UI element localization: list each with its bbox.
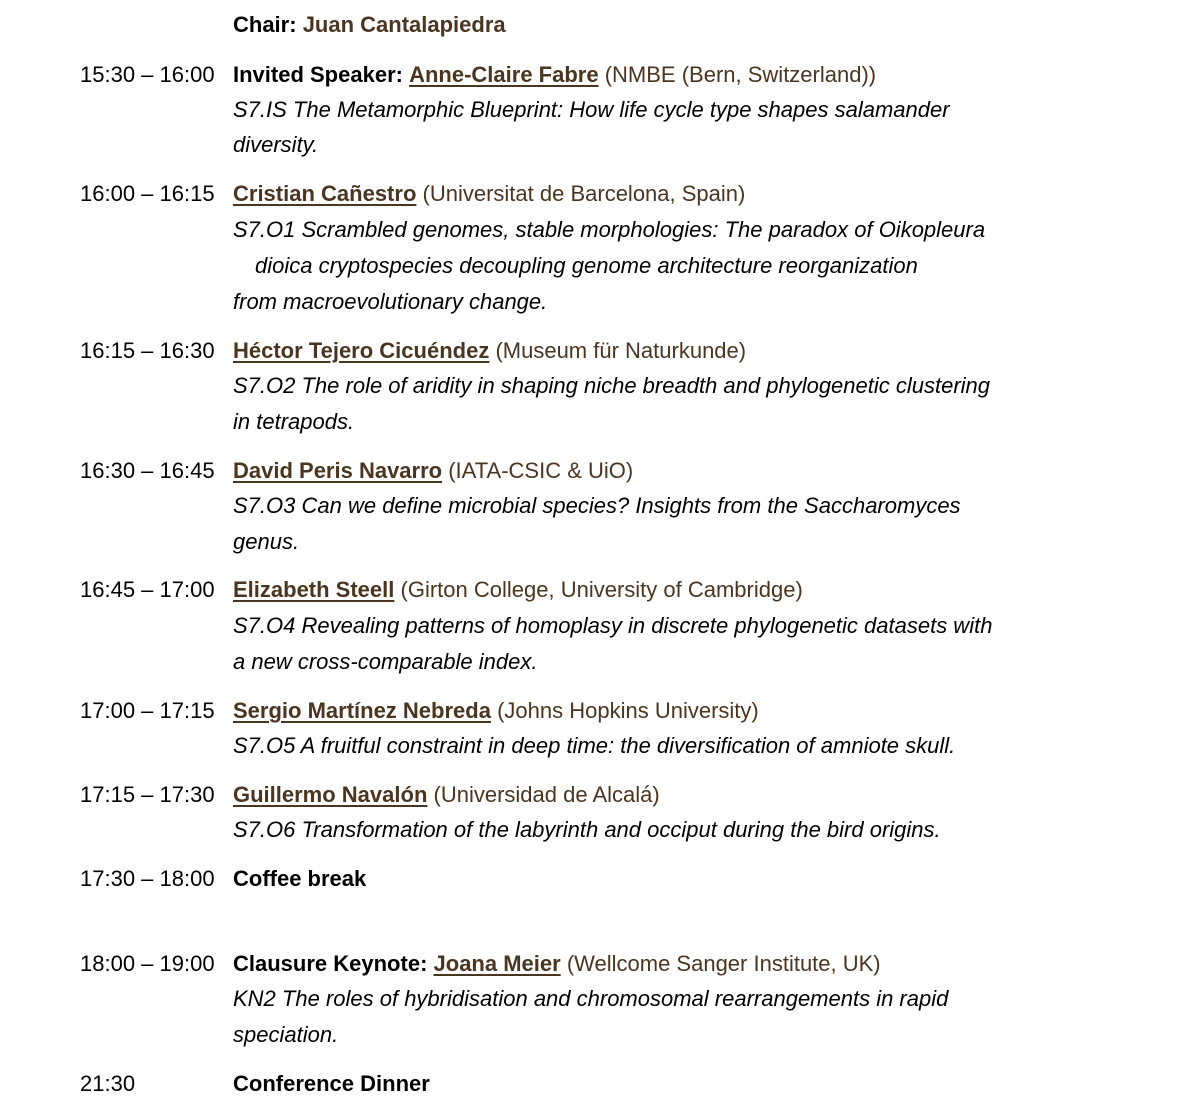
session-header: Invited Speaker: Anne-Claire Fabre (NMBE (Bern, Switzerland)) bbox=[233, 62, 877, 87]
talk-title-line: diversity. bbox=[233, 132, 319, 157]
speaker-affiliation: (Girton College, University of Cambridge) bbox=[400, 577, 803, 602]
session-time: 17:00 – 17:15 bbox=[80, 698, 215, 723]
speaker-affiliation: (NMBE (Bern, Switzerland)) bbox=[604, 62, 877, 87]
session-time: 21:30 bbox=[80, 1071, 136, 1096]
talk-title-line: S7.O5 A fruitful constraint in deep time: the diversification of amniote skull. bbox=[233, 733, 956, 758]
session-header bbox=[233, 336, 746, 366]
chair-name: Juan Cantalapiedra bbox=[302, 12, 506, 37]
speaker-link[interactable]: Joana Meier bbox=[433, 951, 561, 976]
session-header bbox=[233, 696, 759, 726]
talk-title-line: S7.O6 Transformation of the labyrinth and occiput during the bird origins. bbox=[233, 817, 941, 842]
chair-label: Chair: bbox=[233, 12, 297, 37]
talk-title-line: KN2 The roles of hybridisation and chromosomal rearrangements in rapid bbox=[233, 986, 949, 1011]
session-time: 16:00 – 16:15 bbox=[80, 181, 215, 206]
speaker-affiliation: (Universidad de Alcalá) bbox=[433, 782, 660, 807]
session-time: 16:15 – 16:30 bbox=[80, 338, 215, 363]
session-time: 17:15 – 17:30 bbox=[80, 782, 215, 807]
talk-title-line: speciation. bbox=[233, 1022, 339, 1047]
session-header bbox=[233, 456, 633, 486]
session-time: 16:45 – 17:00 bbox=[80, 577, 215, 602]
talk-title-line: S7.O3 Can we define microbial species? Insights from the Saccharomyces bbox=[233, 493, 961, 518]
session-time: 16:30 – 16:45 bbox=[80, 458, 215, 483]
dinner-label: Conference Dinner bbox=[233, 1071, 430, 1096]
talk-title-line: S7.IS The Metamorphic Blueprint: How life cycle type shapes salamander bbox=[233, 97, 950, 122]
speaker-link[interactable]: Sergio Martínez Nebreda bbox=[233, 698, 491, 723]
session-header bbox=[233, 575, 803, 605]
session-header bbox=[233, 179, 745, 209]
session-time: 17:30 – 18:00 bbox=[80, 866, 215, 891]
speaker-link[interactable]: Guillermo Navalón bbox=[233, 782, 428, 807]
speaker-affiliation: (Johns Hopkins University) bbox=[497, 698, 759, 723]
session-header bbox=[233, 780, 660, 810]
session-time: 18:00 – 19:00 bbox=[80, 951, 215, 976]
talk-title-line: S7.O4 Revealing patterns of homoplasy in discrete phylogenetic datasets with bbox=[233, 613, 993, 638]
speaker-link[interactable]: David Peris Navarro bbox=[233, 458, 443, 483]
session-header: Clausure Keynote: Joana Meier (Wellcome Sanger Institute, UK) bbox=[233, 951, 881, 976]
break-label: Coffee break bbox=[233, 866, 367, 891]
speaker-link[interactable]: Cristian Cañestro bbox=[233, 181, 417, 206]
speaker-link[interactable]: Héctor Tejero Cicuéndez bbox=[233, 338, 490, 363]
talk-title-line: in tetrapods. bbox=[233, 409, 355, 434]
session-prefix: Invited Speaker bbox=[233, 62, 396, 87]
talk-title-line: dioica cryptospecies decoupling genome architecture reorganization bbox=[255, 253, 918, 278]
talk-title-line: S7.O1 Scrambled genomes, stable morphologies: The paradox of Oikopleura bbox=[233, 217, 986, 242]
chair-line bbox=[233, 10, 506, 40]
speaker-link[interactable]: Anne-Claire Fabre bbox=[409, 62, 599, 87]
session-time: 15:30 – 16:00 bbox=[80, 62, 215, 87]
speaker-affiliation: (Museum für Naturkunde) bbox=[495, 338, 747, 363]
speaker-affiliation: (Wellcome Sanger Institute, UK) bbox=[566, 951, 881, 976]
speaker-affiliation: (IATA-CSIC & UiO) bbox=[448, 458, 634, 483]
talk-title-line: a new cross-comparable index. bbox=[233, 649, 538, 674]
talk-title-line: from macroevolutionary change. bbox=[233, 289, 548, 314]
talk-title-line: genus. bbox=[233, 529, 300, 554]
talk-title-line: S7.O2 The role of aridity in shaping niche breadth and phylogenetic clustering bbox=[233, 373, 991, 398]
speaker-affiliation: (Universitat de Barcelona, Spain) bbox=[422, 181, 746, 206]
session-prefix: Clausure Keynote bbox=[233, 951, 421, 976]
speaker-link[interactable]: Elizabeth Steell bbox=[233, 577, 395, 602]
